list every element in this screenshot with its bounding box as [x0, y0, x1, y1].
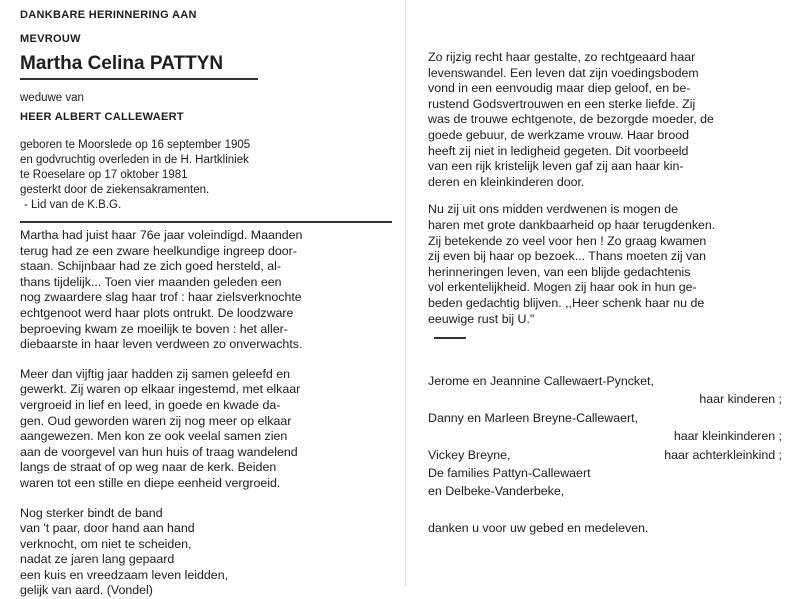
- title-mevrouw: MEVROUW: [20, 32, 392, 47]
- thanks-line: [428, 519, 790, 537]
- family-row: [428, 390, 790, 408]
- family-name: Danny en Marleen Breyne-Callewaert,: [428, 411, 638, 425]
- family-row: [428, 482, 790, 500]
- text-line: vol erkentelijkheid. Mogen zij haar ook in hun ge-: [428, 280, 790, 296]
- text-line: waren tot een stille en diepe eenheid vergroeid.: [20, 476, 392, 492]
- birth-death-details: [20, 138, 392, 213]
- text-line: vond in een eenvoudig maar diep geloof, en be-: [428, 81, 790, 97]
- text-line: zij even bij haar op bezoek... Thans moeten zij van: [428, 249, 790, 265]
- poem-line: van 't paar, door hand aan hand: [20, 521, 392, 537]
- sacraments-line: gesterkt door de ziekensakramenten.: [20, 183, 392, 198]
- membership-line: - Lid van de K.B.G.: [24, 198, 392, 213]
- text-line: gen. Oud geworden waren zij nog meer op elkaar: [20, 414, 392, 430]
- text-line: aangewezen. Men kon ze ook veelal samen zien: [20, 429, 392, 445]
- end-rule: [434, 337, 466, 339]
- family-relation: haar achterkleinkind ;: [664, 446, 782, 464]
- thanks-text: danken u voor uw gebed en medeleven.: [428, 521, 648, 535]
- text-line: Nu zij uit ons midden verdwenen is mogen de: [428, 202, 790, 218]
- family-relation: haar kinderen ;: [699, 390, 782, 408]
- card-fold-line: [405, 0, 406, 586]
- paragraph-remembrance: [428, 202, 790, 327]
- text-line: was de trouwe echtgenote, de bezorgde moeder, de: [428, 112, 790, 128]
- name-underline: [20, 78, 258, 80]
- text-line: nog zwaardere slag haar trof : haar zielsverknochte: [20, 290, 392, 306]
- text-line: gewerkt. Zij waren op elkaar ingestemd, met elkaar: [20, 382, 392, 398]
- family-relation: haar kleinkinderen ;: [674, 427, 782, 445]
- text-line: rustend Godsvertrouwen en een sterke liefde. Zij: [428, 97, 790, 113]
- family-row: [428, 409, 790, 427]
- family-row: [428, 446, 790, 464]
- text-line: langs de straat of op weg naar de kerk. Beiden: [20, 460, 392, 476]
- poem-line: verknocht, om niet te scheiden,: [20, 537, 392, 553]
- family-name: Jerome en Jeannine Callewaert-Pyncket,: [428, 374, 654, 388]
- text-line: aan de voorgevel van hun huis of traag wandelend: [20, 445, 392, 461]
- text-line: eeuwige rust bij U.": [428, 312, 790, 328]
- husband-name: HEER ALBERT CALLEWAERT: [20, 110, 392, 125]
- poem-line: Nog sterker bindt de band: [20, 506, 392, 522]
- text-line: Zij betekende zo veel voor hen ! Zo graag kwamen: [428, 234, 790, 250]
- family-row: [428, 427, 790, 445]
- section-divider: [20, 221, 392, 223]
- text-line: staan. Schijnbaar had ze zich goed hersteld, al-: [20, 259, 392, 275]
- text-line: beden gedachtig blijven. ,,Heer schenk haar nu de: [428, 296, 790, 312]
- left-column: [20, 8, 392, 599]
- paragraph-character: [428, 50, 790, 190]
- death-line: en godvruchtig overleden in de H. Hartkliniek: [20, 153, 392, 168]
- text-line: terug had ze een zware heelkundige ingreep door-: [20, 244, 392, 260]
- family-name: De families Pattyn-Callewaert: [428, 466, 591, 480]
- paragraph-marriage: [20, 367, 392, 492]
- text-line: herinneringen leven, van een blijde gedachtenis: [428, 265, 790, 281]
- family-name: en Delbeke-Vanderbeke,: [428, 484, 564, 498]
- family-row: [428, 372, 790, 390]
- text-line: haren met grote dankbaarheid op haar terugdenken.: [428, 218, 790, 234]
- death-place-line: te Roeselare op 17 oktober 1981: [20, 168, 392, 183]
- text-line: Zo rijzig recht haar gestalte, zo rechtgeaard haar: [428, 50, 790, 66]
- text-line: thans tijdelijk... Toen vier maanden geleden een: [20, 275, 392, 291]
- family-row: [428, 501, 790, 519]
- paragraph-life: [20, 228, 392, 353]
- poem-vondel: [20, 506, 392, 599]
- text-line: echtgenoot werd haar plots ontrukt. De loodzware: [20, 306, 392, 322]
- family-row: [428, 464, 790, 482]
- deceased-name: Martha Celina PATTYN: [20, 52, 392, 76]
- family-name: Vickey Breyne,: [428, 448, 510, 462]
- poem-line: gelijk van aard. (Vondel): [20, 583, 392, 599]
- poem-line: een kuis en vreedzaam leven leidden,: [20, 568, 392, 584]
- widow-of-label: weduwe van: [20, 91, 392, 106]
- text-line: vergroeid in lief en leed, in goede en kwade da-: [20, 398, 392, 414]
- text-line: levenswandel. Een leven dat zijn voedingsbodem: [428, 66, 790, 82]
- text-line: beproeving kwam ze moeilijk te boven : het aller-: [20, 322, 392, 338]
- text-line: Meer dan vijftig jaar hadden zij samen geleefd en: [20, 367, 392, 383]
- birth-line: geboren te Moorslede op 16 september 1905: [20, 138, 392, 153]
- text-line: deren en kleinkinderen door.: [428, 175, 790, 191]
- text-line: heeft zij niet in ledigheid gegeten. Dit voorbeeld: [428, 144, 790, 160]
- header-caption: DANKBARE HERINNERING AAN: [20, 8, 392, 23]
- family-list: [428, 372, 790, 538]
- text-line: diebaarste in haar leven verdween zo onverwachts.: [20, 337, 392, 353]
- text-line: Martha had juist haar 76e jaar voleindigd. Maanden: [20, 228, 392, 244]
- poem-line: nadat ze jaren lang gepaard: [20, 552, 392, 568]
- text-line: goede gebuur, de werkzame vrouw. Haar brood: [428, 128, 790, 144]
- right-column: [428, 50, 790, 339]
- text-line: van een rijk kristelijk leven gaf zij aan haar kin-: [428, 159, 790, 175]
